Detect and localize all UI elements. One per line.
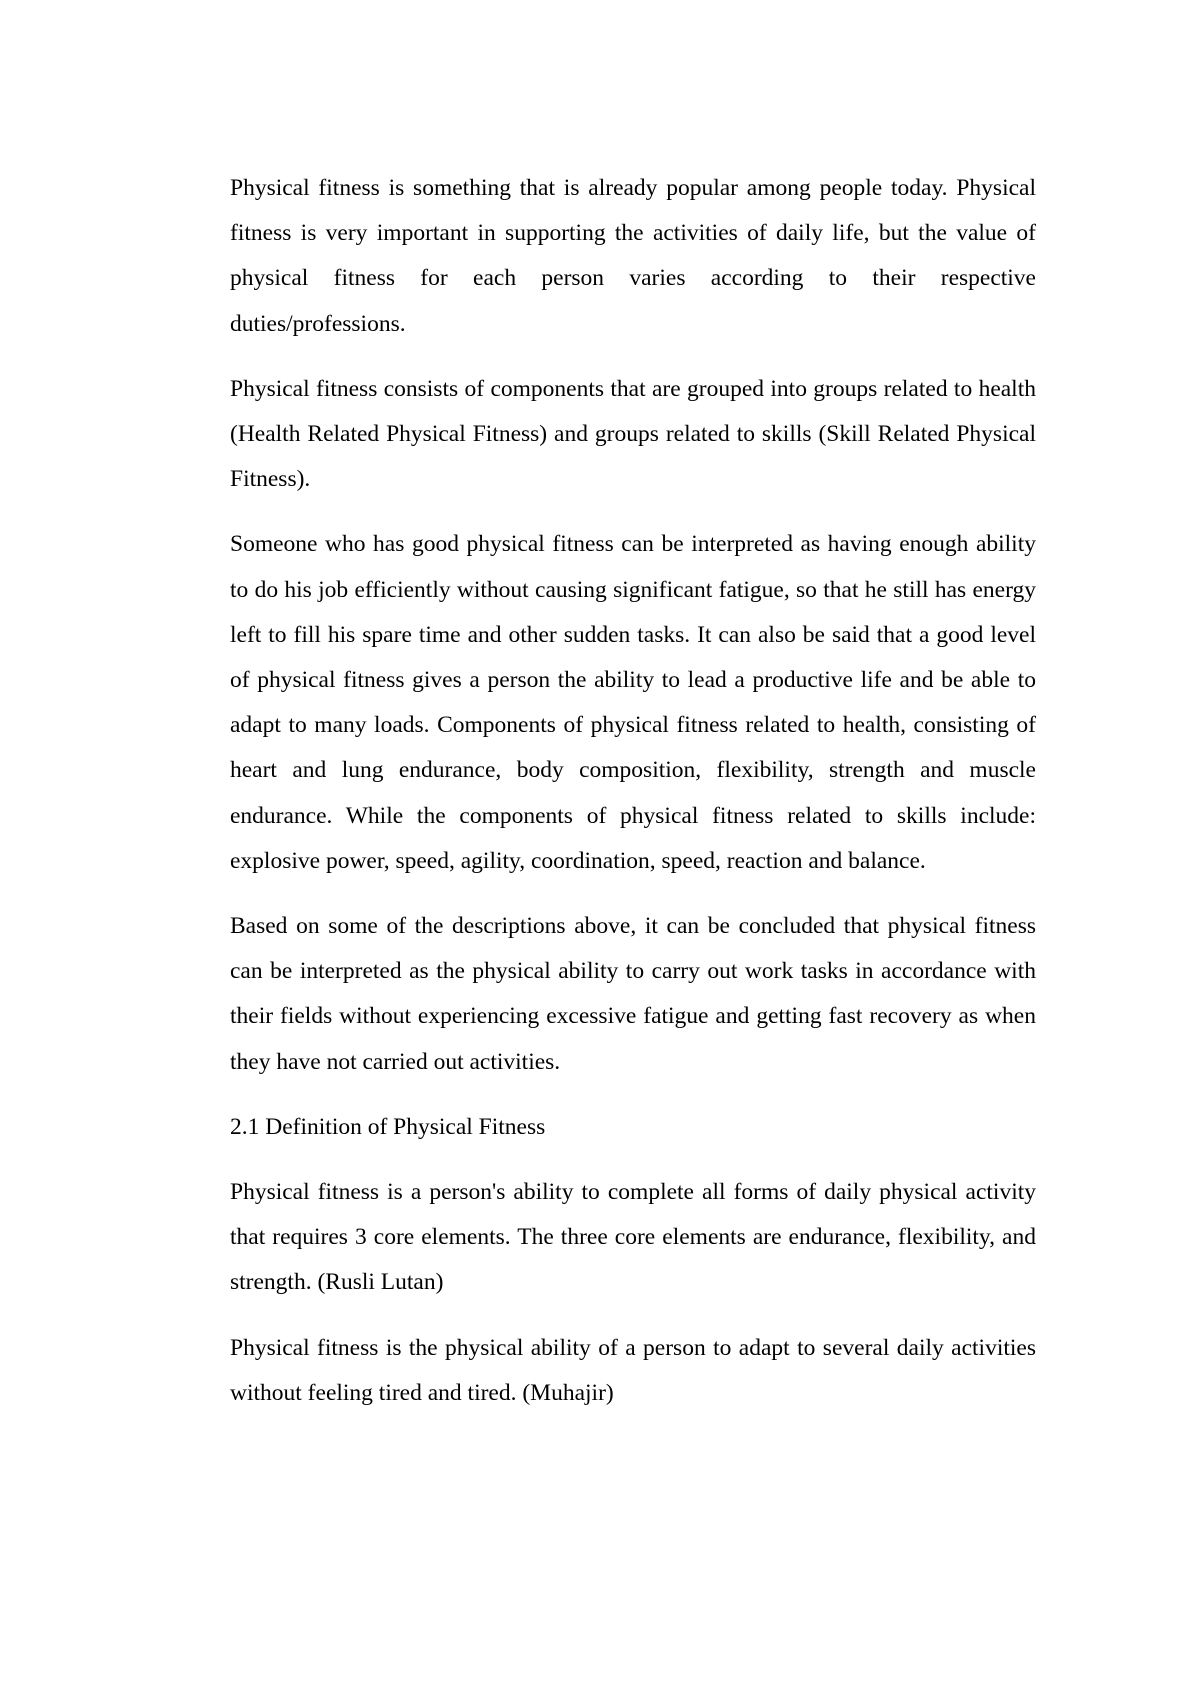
paragraph-conclusion: Based on some of the descriptions above, it can be concluded that physical fitness can be interpreted as the physical ability to carry out work tasks in accordance with their fields without experiencing excessive fatigue and getting fast recovery as when they have not carried out activities.: [230, 913, 1036, 1075]
definition-rusli-lutan: Physical fitness is a person's ability to complete all forms of daily physical activity that requires 3 core elements. The three core elements are endurance, flexibility, and strength. (Rusli Lutan): [230, 1179, 1036, 1296]
definition-muhajir: Physical fitness is the physical ability of a person to adapt to several daily activities without feeling tired and tired. (Muhajir): [230, 1334, 1036, 1406]
section-heading: 2.1 Definition of Physical Fitness: [230, 1113, 546, 1140]
paragraph-components: Physical fitness consists of components that are grouped into groups related to health (Health Related Physical Fitness) and groups related to skills (Skill Related Physical Fitness).: [230, 375, 1036, 493]
paragraph-good-fitness: Someone who has good physical fitness can be interpreted as having enough ability to do his job efficiently without causing significant fatigue, so that he still has energy left to fill his spare time and other sudden tasks. It can also be said that a good level of physical fitness gives a person the ability to lead a productive life and be able to adapt to many loads. Components of physical fitness related to health, consisting of heart and lung endurance, body composition, flexibility, strength and muscle endurance. While the components of physical fitness related to skills include: explosive power, speed, agility, coordination, speed, reaction and balance.: [230, 531, 1036, 874]
paragraph-intro: Physical fitness is something that is already popular among people today. Physical fitness is very important in supporting the activities of daily life, but the value of physical fitness for each person varies according to their respective duties/professions.: [230, 175, 1036, 337]
document-page: [230, 166, 1036, 1436]
